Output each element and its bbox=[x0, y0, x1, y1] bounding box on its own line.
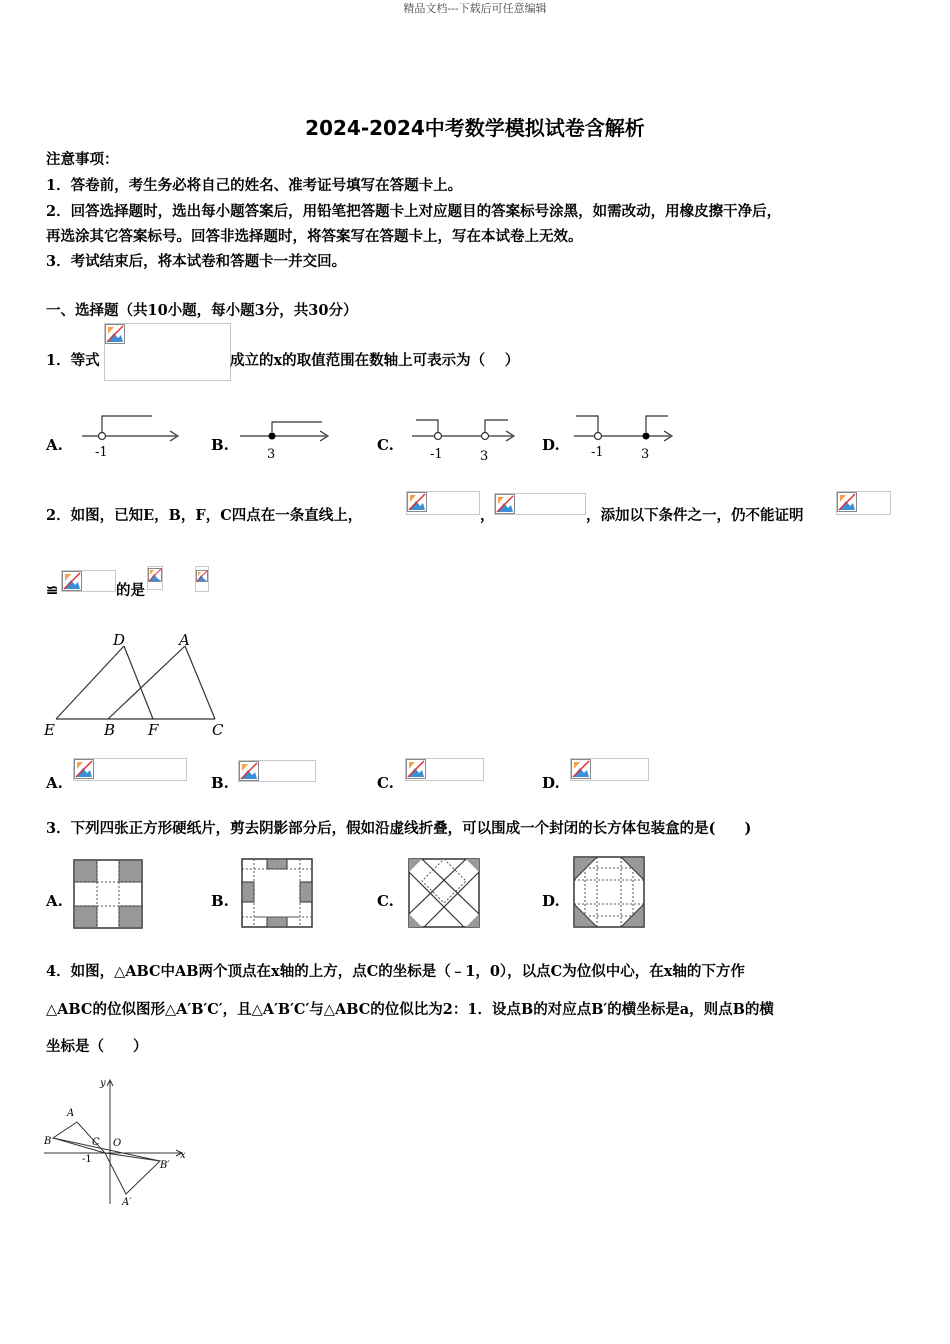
q1-option-a-numberline bbox=[78, 408, 188, 468]
section-heading: 一、选择题（共10小题，每小题3分，共30分） bbox=[46, 302, 358, 319]
q3-option-a-label: A. bbox=[46, 892, 63, 910]
q1-option-b-numberline bbox=[238, 408, 338, 468]
x-axis-label: x bbox=[180, 1150, 186, 1161]
broken-image-icon bbox=[105, 324, 125, 344]
q2-option-b-image bbox=[238, 760, 316, 782]
notes-item-1: 1．答卷前，考生务必将自己的姓名、准考证号填写在答题卡上。 bbox=[46, 177, 463, 194]
q1-d-tick-1: -1 bbox=[591, 445, 604, 460]
q1-c-tick-1: -1 bbox=[430, 447, 443, 462]
broken-image-icon bbox=[148, 568, 162, 582]
point-b-label: B bbox=[44, 1136, 52, 1147]
q3-option-b-card bbox=[240, 858, 314, 928]
q1-d-tick-2: 3 bbox=[641, 447, 650, 462]
point-d-label: D bbox=[113, 631, 126, 649]
q2-suffix: 的是 bbox=[116, 582, 145, 599]
q1-option-d-numberline bbox=[570, 408, 685, 468]
q2-triangle-image-2 bbox=[61, 570, 116, 592]
q3-option-d-card bbox=[573, 856, 645, 928]
notes-item-2b: 再选涂其它答案标号。回答非选择题时，将答案写在答题卡上，写在本试卷上无效。 bbox=[46, 228, 583, 245]
document-title: 2024-2024中考数学模拟试卷含解析 bbox=[305, 116, 645, 140]
broken-image-icon bbox=[62, 571, 82, 591]
point-c-label: C bbox=[92, 1137, 100, 1148]
y-axis-label: y bbox=[100, 1078, 106, 1089]
point-a-prime-label: A′ bbox=[122, 1197, 132, 1208]
q4-line-1: 4．如图，△ABC中AB两个顶点在x轴的上方，点C的坐标是（﹣1，0），以点C为位似中心，在x轴的下方作 bbox=[46, 963, 745, 980]
q1-option-b-label: B. bbox=[211, 436, 229, 454]
broken-image-icon bbox=[571, 759, 591, 779]
broken-image-icon bbox=[74, 759, 94, 779]
q1-c-tick-2: 3 bbox=[480, 449, 489, 464]
q3-stem: 3．下列四张正方形硬纸片，剪去阴影部分后，假如沿虚线折叠，可以围成一个封闭的长方体包装盒的是( ) bbox=[46, 820, 752, 837]
q1-a-tick: -1 bbox=[95, 445, 108, 460]
notes-item-3: 3．考试结束后，将本试卷和答题卡一并交回。 bbox=[46, 253, 347, 270]
q2-option-b-label: B. bbox=[211, 774, 229, 792]
q2-option-d-image bbox=[570, 758, 649, 781]
broken-image-icon bbox=[406, 759, 426, 779]
q2-prefix: 2．如图，已知E，B，F，C四点在一条直线上， bbox=[46, 507, 363, 524]
q2-condition-image-2 bbox=[494, 493, 586, 515]
q2-option-d-label: D. bbox=[542, 774, 560, 792]
point-f-label: F bbox=[148, 721, 159, 739]
q2-condition-image-1 bbox=[406, 491, 480, 515]
q2-triangle-image-1 bbox=[836, 491, 891, 515]
q2-mid: ，添加以下条件之一，仍不能证明 bbox=[586, 507, 804, 524]
q4-coordinate-figure bbox=[40, 1074, 200, 1209]
q2-option-c-image bbox=[405, 758, 484, 781]
point-c-label: C bbox=[212, 721, 224, 739]
q1-option-c-numberline bbox=[408, 408, 523, 468]
minus-one-label: -1 bbox=[82, 1154, 92, 1165]
point-a-label: A bbox=[67, 1108, 75, 1119]
q1-prefix: 1．等式 bbox=[46, 352, 100, 369]
q2-triangles-figure bbox=[40, 628, 240, 743]
point-a-label: A bbox=[179, 631, 190, 649]
q2-congruent-symbol: ≌ bbox=[46, 582, 59, 599]
point-e-label: E bbox=[44, 721, 55, 739]
q2-small-image-2 bbox=[195, 566, 209, 592]
q4-line-2: △ABC的位似图形△A′B′C′，且△A′B′C′与△ABC的位似比为2：1．设点B的对应点B′的横坐标是a，则点B的横 bbox=[46, 1001, 774, 1018]
q3-option-c-label: C. bbox=[377, 892, 394, 910]
q1-formula-image bbox=[104, 323, 231, 381]
q1-suffix: 成立的x的取值范围在数轴上可表示为（ ） bbox=[230, 352, 520, 369]
origin-label: O bbox=[113, 1138, 122, 1149]
q3-option-c-card bbox=[408, 858, 480, 928]
q2-option-c-label: C. bbox=[377, 774, 394, 792]
page-watermark: 精品文档---下载后可任意编辑 bbox=[403, 2, 547, 15]
notes-heading: 注意事项： bbox=[46, 151, 119, 168]
q1-option-c-label: C. bbox=[377, 436, 394, 454]
broken-image-icon bbox=[837, 492, 857, 512]
q2-small-image-1 bbox=[147, 566, 163, 590]
q2-option-a-image bbox=[73, 758, 187, 781]
q2-option-a-label: A. bbox=[46, 774, 63, 792]
point-b-label: B bbox=[104, 721, 116, 739]
broken-image-icon bbox=[196, 570, 208, 582]
broken-image-icon bbox=[407, 492, 427, 512]
point-b-prime-label: B′ bbox=[160, 1160, 170, 1171]
q1-option-d-label: D. bbox=[542, 436, 560, 454]
q1-option-a-label: A. bbox=[46, 436, 63, 454]
q3-option-d-label: D. bbox=[542, 892, 560, 910]
notes-item-2a: 2．回答选择题时，选出每小题答案后，用铅笔把答题卡上对应题目的答案标号涂黑，如需改动，用橡皮擦干净后， bbox=[46, 203, 782, 220]
q3-option-b-label: B. bbox=[211, 892, 229, 910]
broken-image-icon bbox=[239, 761, 259, 781]
q2-comma: ， bbox=[480, 507, 495, 524]
q1-b-tick: 3 bbox=[267, 447, 276, 462]
q3-option-a-card bbox=[73, 859, 143, 929]
broken-image-icon bbox=[495, 494, 515, 514]
q4-line-3: 坐标是（ ） bbox=[46, 1038, 148, 1055]
